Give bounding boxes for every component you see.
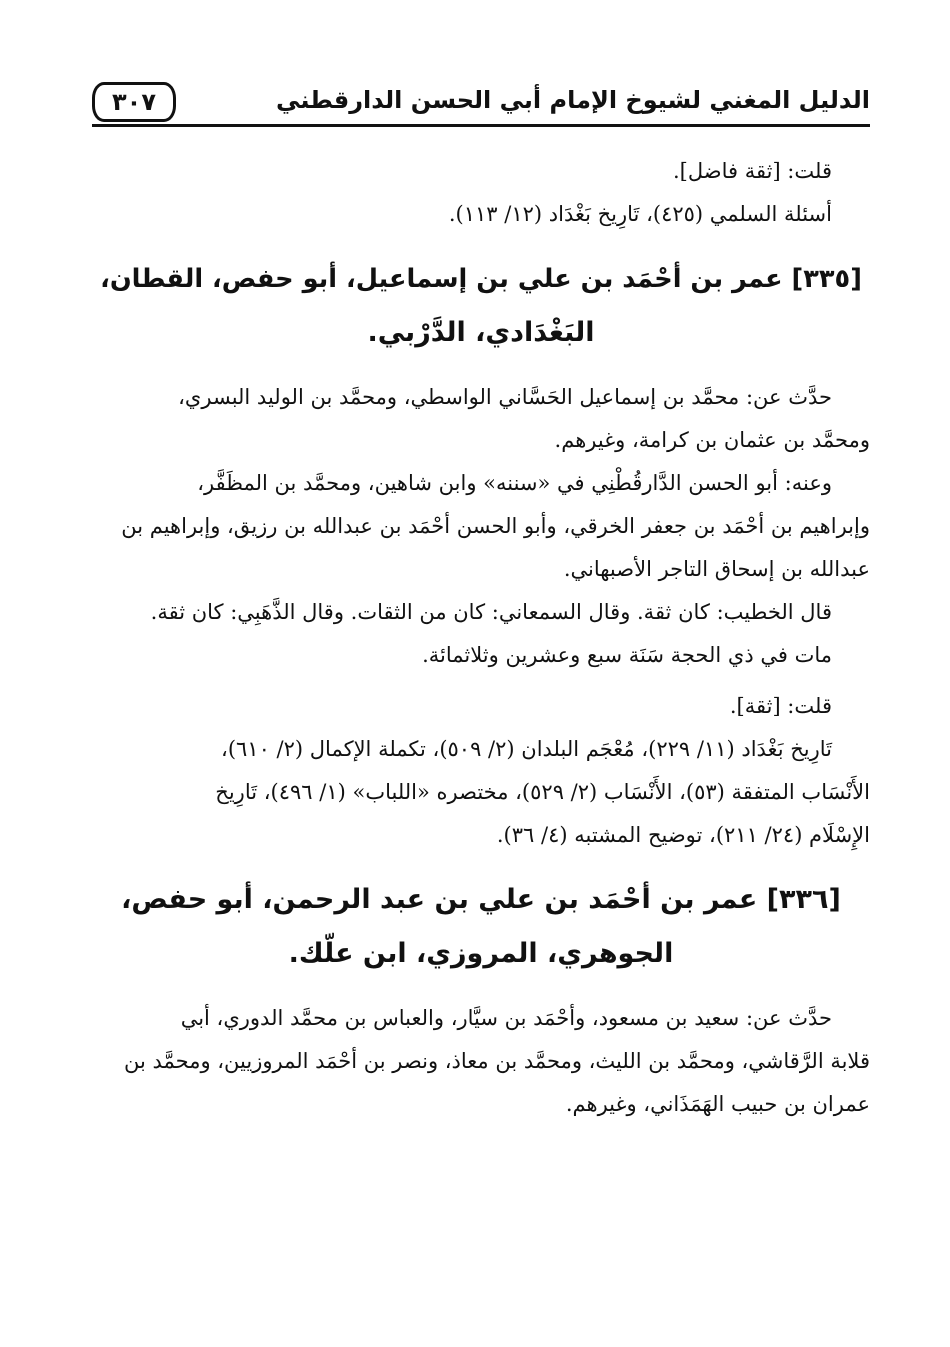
paragraph [92, 462, 870, 591]
paragraph [92, 193, 870, 236]
header-rule [92, 124, 870, 127]
paragraph [92, 150, 870, 193]
heading-line: الجوهري، المروزي، ابن علّك. [288, 938, 674, 969]
entry-heading-335 [92, 252, 870, 360]
paragraph [92, 685, 870, 728]
text-line: وإبراهيم بن أحْمَد بن جعفر الخرقي، وأبو الحسن أحْمَد بن عبدالله بن رزيق، وإبراهيم بن [121, 514, 870, 538]
text-line: الإِسْلَام (٢٤/ ٢١١)، توضيح المشتبه (٤/ ٣٦). [496, 823, 870, 847]
paragraph [92, 728, 870, 857]
text-line: حدَّث عن: محمَّد بن إسماعيل الحَسَّاني الواسطي، ومحمَّد بن الوليد البسري، [178, 385, 832, 409]
heading-line: [٣٣٦] عمر بن أحْمَد بن علي بن عبد الرحمن، أبو حفص، [121, 884, 841, 915]
text-line: حدَّث عن: سعيد بن مسعود، وأحْمَد بن سيَّار، والعباس بن محمَّد الدوري، أبي [180, 1006, 832, 1030]
text-line: الأَنْسَاب المتفقة (٥٣)، الأَنْسَاب (٢/ ٥٢٩)، مختصره «اللباب» (١/ ٤٩٦)، تَارِيخ [215, 780, 870, 804]
heading-line: [٣٣٥] عمر بن أحْمَد بن علي بن إسماعيل، أبو حفص، القطان، [100, 264, 862, 294]
page-header [92, 82, 870, 126]
text-line: قلت: [ثقة فاضل]. [673, 159, 832, 183]
text-line: قلت: [ثقة]. [729, 694, 832, 718]
paragraph [92, 376, 870, 462]
text-line: تَارِيخ بَغْدَاد (١١/ ٢٢٩)، مُعْجَم البلدان (٢/ ٥٠٩)، تكملة الإكمال (٢/ ٦١٠)، [221, 737, 832, 761]
page-number: ٣٠٧ [92, 82, 176, 122]
paragraph [92, 591, 870, 634]
paragraph [92, 997, 870, 1126]
heading-line: البَغْدَادي، الدَّرْبي. [367, 317, 595, 348]
text-line: وعنه: أبو الحسن الدَّارقُطْنِي في «سننه» وابن شاهين، ومحمَّد بن المظَفَّر، [197, 471, 832, 495]
text-line: أسئلة السلمي (٤٢٥)، تَارِيخ بَغْدَاد (١٢/ ١١٣). [448, 202, 832, 226]
text-line: عبدالله بن إسحاق التاجر الأصبهاني. [563, 557, 870, 581]
page-body [92, 150, 870, 1126]
text-line: قال الخطيب: كان ثقة. وقال السمعاني: كان من الثقات. وقال الذَّهَبِي: كان ثقة. [150, 600, 832, 624]
text-line: مات في ذي الحجة سَنَة سبع وعشرين وثلاثمائة. [422, 643, 832, 667]
text-line: ومحمَّد بن عثمان بن كرامة، وغيرهم. [554, 428, 870, 452]
text-line: قلابة الرَّقاشي، ومحمَّد بن الليث، ومحمَّد بن معاذ، ونصر بن أحْمَد المروزيين، ومحمَّد بن [123, 1049, 870, 1073]
entry-heading-336 [92, 873, 870, 981]
paragraph [92, 634, 870, 677]
text-line: عمران بن حبيب الهَمَذَاني، وغيرهم. [565, 1092, 870, 1116]
running-title: الدليل المغني لشيوخ الإمام أبي الحسن الدارقطني [276, 86, 870, 114]
